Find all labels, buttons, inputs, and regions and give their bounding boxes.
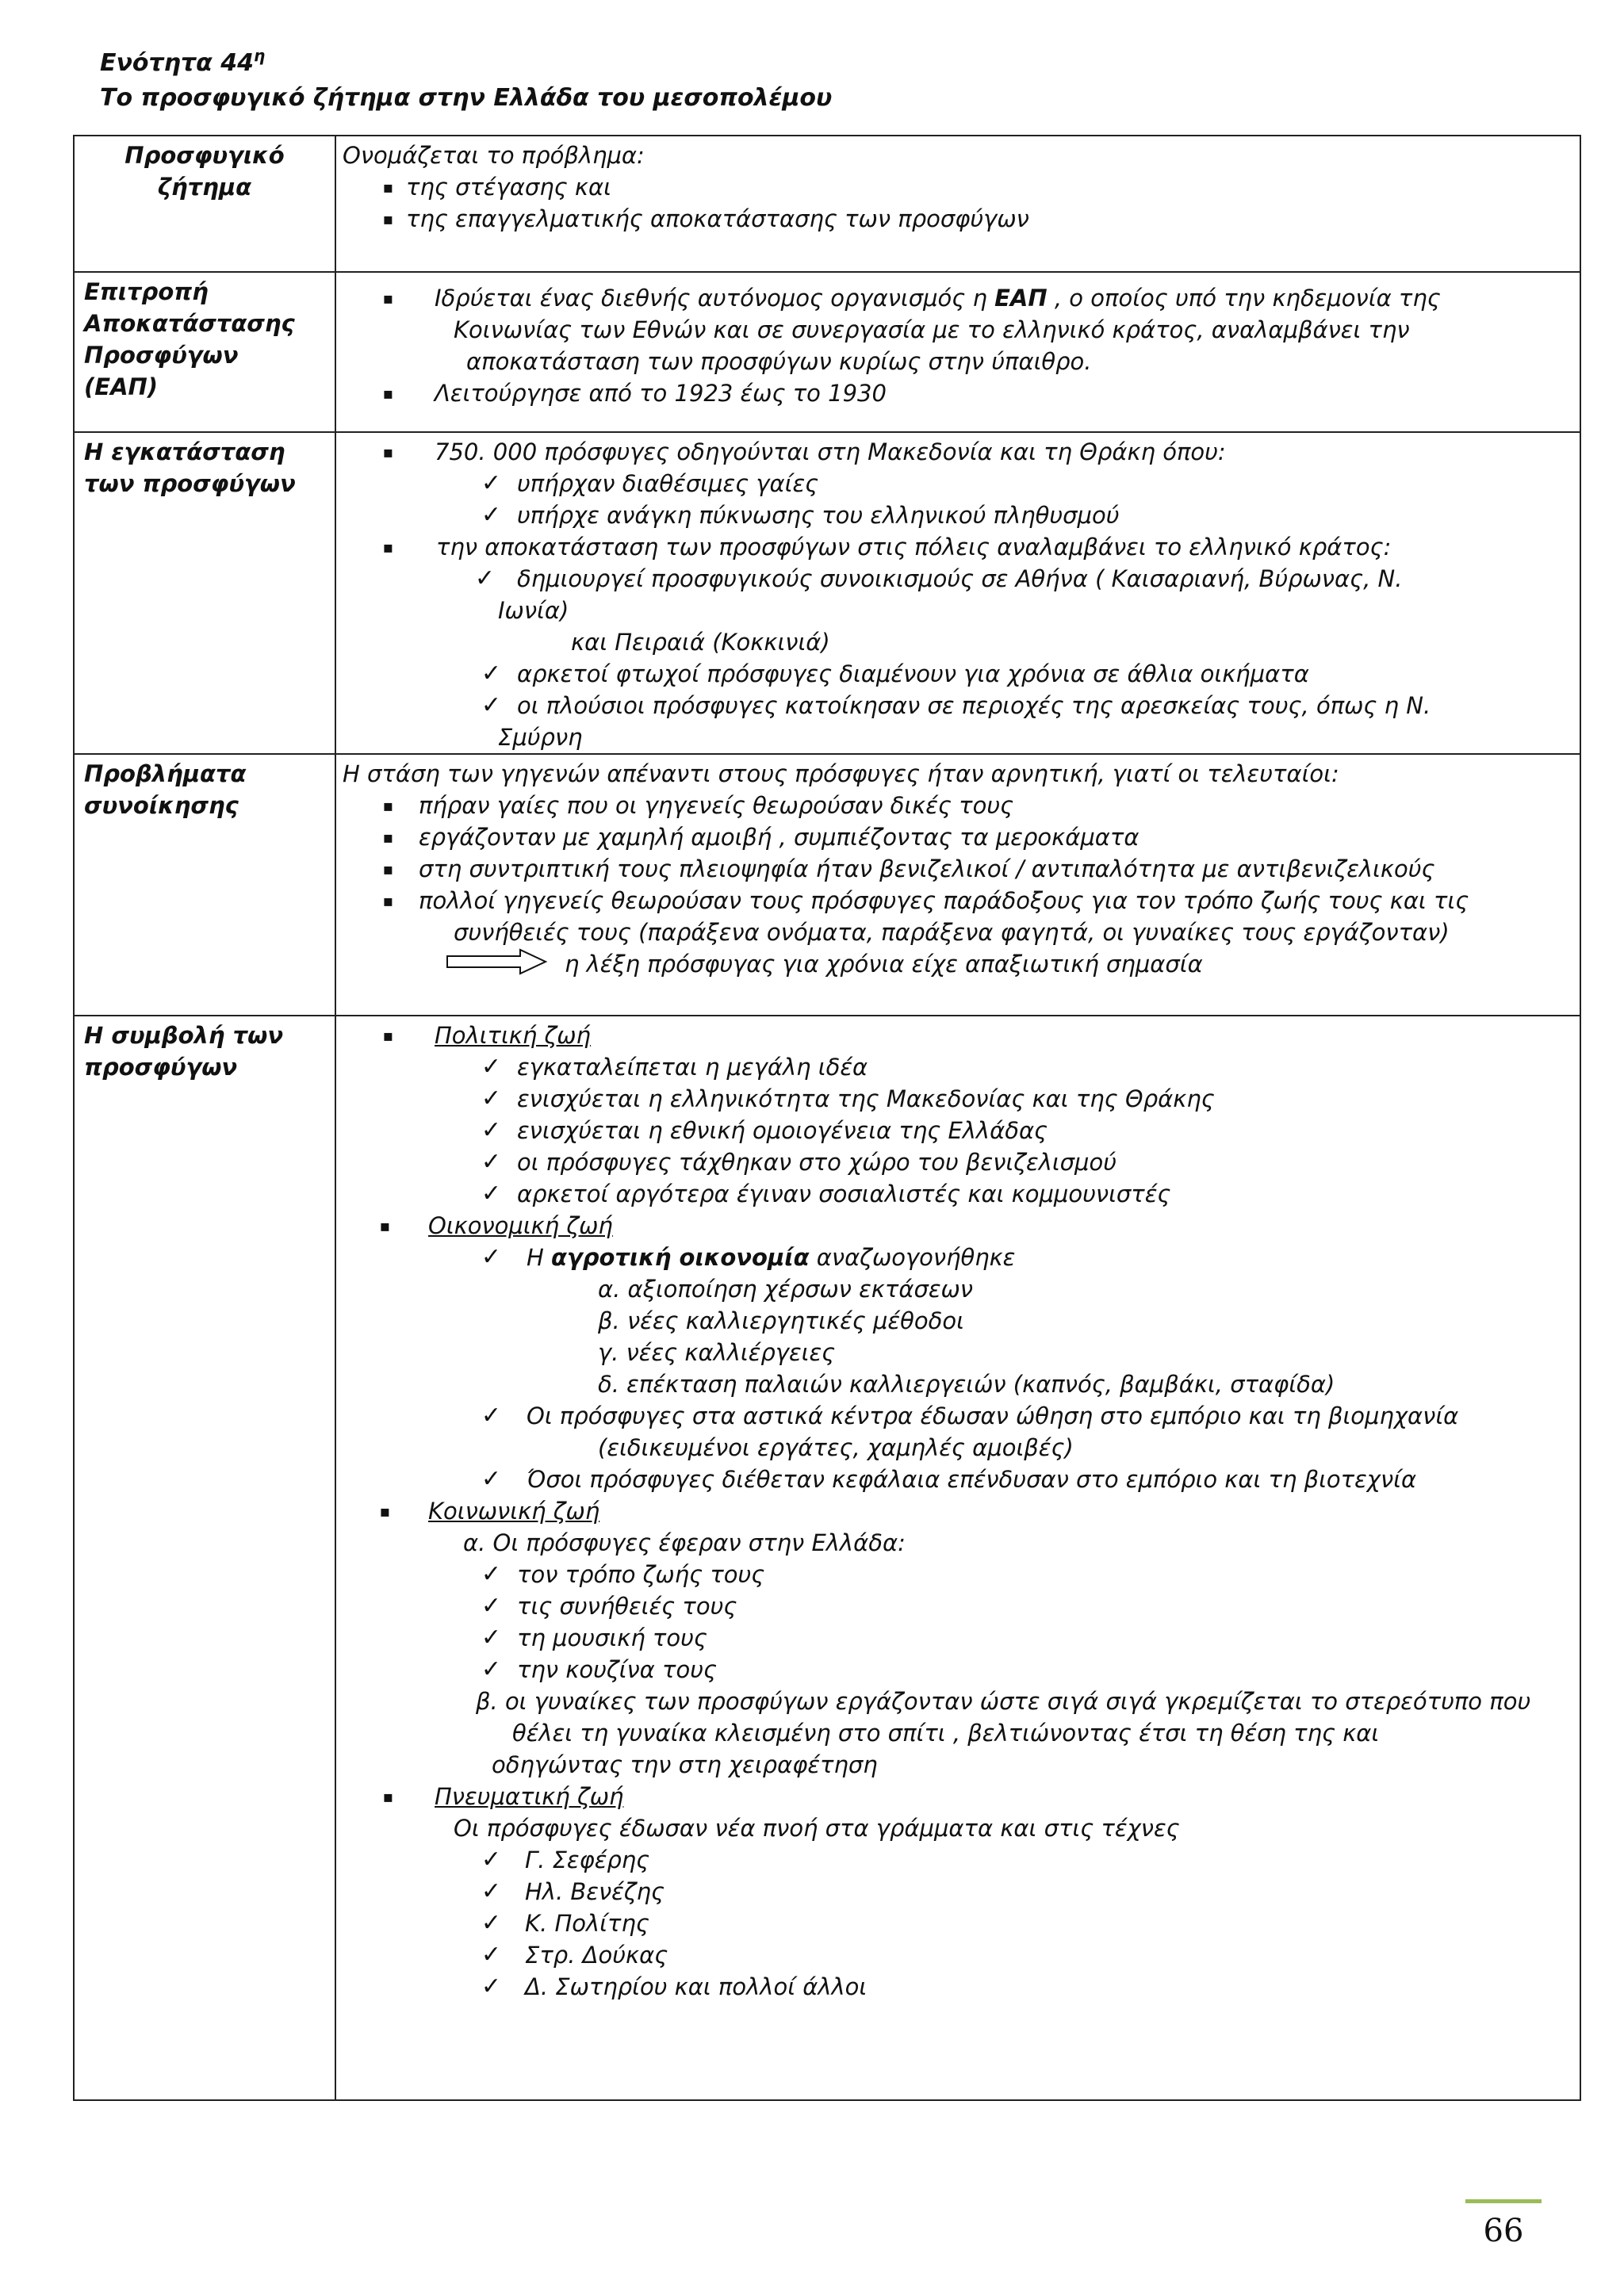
list-item: ▪ Ιδρύεται ένας διεθνής αυτόνομος οργανισμός η ΕΑΠ , ο οποίος υπό την κηδεμονία της — [343, 282, 1573, 314]
square-bullet-icon: ▪ — [382, 828, 393, 847]
check-item: ✓ ενισχύεται η ελληνικότητα της Μακεδονίας και της Θράκης — [343, 1083, 1573, 1115]
check-item: ✓ Όσοι πρόσφυγες διέθεταν κεφάλαια επένδυσαν στο εμπόριο και τη βιοτεχνία — [343, 1464, 1573, 1495]
check-item: ✓ Οι πρόσφυγες στα αστικά κέντρα έδωσαν ώθηση στο εμπόριο και τη βιομηχανία — [343, 1400, 1573, 1432]
check-item: ✓ την κουζίνα τους — [343, 1654, 1573, 1686]
square-bullet-icon: ▪ — [382, 209, 393, 228]
list-item: ▪ της στέγασης και — [343, 171, 1573, 203]
check-item: ✓ εγκαταλείπεται η μεγάλη ιδέα — [343, 1051, 1573, 1083]
check-item-continuation: (ειδικευμένοι εργάτες, χαμηλές αμοιβές) — [598, 1434, 1074, 1461]
square-bullet-icon: ▪ — [382, 891, 393, 910]
table-row — [74, 272, 1580, 432]
check-item: ✓ δημιουργεί προσφυγικούς συνοικισμούς σε Αθήνα ( Καισαριανή, Βύρωνας, Ν. — [343, 563, 1573, 595]
subsection-heading: ▪ Οικονομική ζωή — [343, 1210, 1573, 1242]
table-row — [74, 136, 1580, 272]
list-item: ▪ Λειτούργησε από το 1923 έως το 1930 — [343, 377, 1573, 409]
check-item-continuation: Ιωνία) — [498, 597, 569, 624]
check-icon: ✓ — [481, 660, 501, 687]
list-item: ▪ πολλοί γηγενείς θεωρούσαν τους πρόσφυγες παράδοξους για τον τρόπο ζωής τους και τις — [343, 885, 1573, 916]
check-item: ✓ υπήρχαν διαθέσιμες γαίες — [343, 468, 1573, 499]
check-icon: ✓ — [481, 1909, 501, 1937]
check-icon: ✓ — [481, 1148, 501, 1176]
check-icon: ✓ — [481, 1592, 501, 1620]
row-content — [335, 432, 1580, 754]
check-icon: ✓ — [481, 1560, 501, 1588]
check-icon: ✓ — [481, 1116, 501, 1144]
check-item: ✓ Κ. Πολίτης — [343, 1908, 1573, 1939]
continuation-line: οδηγώντας την στη χειραφέτηση — [492, 1751, 878, 1778]
check-icon: ✓ — [481, 1877, 501, 1905]
sub-item: α. αξιοποίηση χέρσων εκτάσεων — [598, 1276, 973, 1303]
check-item: ✓ ενισχύεται η εθνική ομοιογένεια της Ελλάδας — [343, 1115, 1573, 1146]
check-icon: ✓ — [481, 501, 501, 529]
square-bullet-icon: ▪ — [382, 859, 393, 878]
list-item: ▪ στη συντριπτική τους πλειοψηφία ήταν βενιζελικοί / αντιπαλότητα με αντιβενιζελικούς — [343, 853, 1573, 885]
row-label: Προσφυγικό ζήτημα — [74, 136, 335, 272]
check-item: ✓ Η αγροτική οικονομία αναζωογονήθηκε — [343, 1242, 1573, 1273]
table-row — [74, 432, 1580, 754]
sub-heading-line: α. Οι πρόσφυγες έφεραν στην Ελλάδα: — [463, 1529, 906, 1556]
arrow-line: η λέξη πρόσφυγας για χρόνια είχε απαξιωτική σημασία — [343, 948, 1573, 983]
square-bullet-icon: ▪ — [382, 538, 393, 557]
check-item: ✓ οι πλούσιοι πρόσφυγες κατοίκησαν σε περιοχές της αρεσκείας τους, όπως η Ν. — [343, 690, 1573, 721]
check-icon: ✓ — [481, 1846, 501, 1873]
list-item: ▪ 750. 000 πρόσφυγες οδηγούνται στη Μακεδονία και τη Θράκη όπου: — [343, 436, 1573, 468]
list-item-continuation: Κοινωνίας των Εθνών και σε συνεργασία με το ελληνικό κράτος, αναλαμβάνει την — [454, 316, 1410, 343]
continuation-line: θέλει τη γυναίκα κλεισμένη στο σπίτι , βελτιώνοντας έτσι τη θέση της και — [512, 1720, 1380, 1747]
check-item: ✓ αρκετοί φτωχοί πρόσφυγες διαμένουν για χρόνια σε άθλια οικήματα — [343, 658, 1573, 690]
list-item-continuation: αποκατάσταση των προσφύγων κυρίως στην ύπαιθρο. — [466, 348, 1092, 375]
subsection-heading: ▪ Κοινωνική ζωή — [343, 1495, 1573, 1527]
check-icon: ✓ — [481, 1402, 501, 1429]
check-item: ✓ Στρ. Δούκας — [343, 1939, 1573, 1971]
list-item: ▪ εργάζονταν με χαμηλή αμοιβή , συμπιέζοντας τα μεροκάματα — [343, 821, 1573, 853]
square-bullet-icon: ▪ — [379, 1502, 390, 1521]
sub-heading-line: β. οι γυναίκες των προσφύγων εργάζονταν ώστε σιγά σιγά γκρεμίζεται το στερεότυπο που — [476, 1688, 1531, 1715]
right-arrow-icon — [446, 948, 549, 983]
intro-text: Ονομάζεται το πρόβλημα: — [343, 142, 645, 169]
table-row — [74, 754, 1580, 1016]
square-bullet-icon: ▪ — [382, 289, 393, 308]
row-label: Η εγκατάσταση των προσφύγων — [74, 432, 335, 754]
row-content — [335, 272, 1580, 432]
list-item: ▪ πήραν γαίες που οι γηγενείς θεωρούσαν δικές τους — [343, 790, 1573, 821]
check-icon: ✓ — [481, 1624, 501, 1651]
row-label: Η συμβολή των προσφύγων — [74, 1016, 335, 2100]
check-icon: ✓ — [481, 1655, 501, 1683]
page-number: 66 — [1465, 2199, 1542, 2249]
row-label: Επιτροπή Αποκατάστασης Προσφύγων (ΕΑΠ) — [74, 272, 335, 432]
square-bullet-icon: ▪ — [382, 442, 393, 461]
list-item-continuation: συνήθειές τους (παράξενα ονόματα, παράξενα φαγητά, οι γυναίκες τους εργάζονταν) — [454, 919, 1450, 946]
sub-item: β. νέες καλλιεργητικές μέθοδοι — [598, 1307, 964, 1334]
row-content — [335, 136, 1580, 272]
check-item-continuation: Σμύρνη — [498, 724, 583, 751]
sub-item: γ. νέες καλλιέργειες — [598, 1339, 836, 1366]
check-item-continuation: και Πειραιά (Κοκκινιά) — [571, 629, 830, 656]
check-item: ✓ αρκετοί αργότερα έγιναν σοσιαλιστές και κομμουνιστές — [343, 1178, 1573, 1210]
check-icon: ✓ — [481, 691, 501, 719]
page-heading — [100, 38, 832, 116]
check-item: ✓ Δ. Σωτηρίου και πολλοί άλλοι — [343, 1971, 1573, 2003]
check-item: ✓ τη μουσική τους — [343, 1622, 1573, 1654]
check-icon: ✓ — [481, 1085, 501, 1112]
check-icon: ✓ — [481, 1053, 501, 1081]
list-item: ▪ την αποκατάσταση των προσφύγων στις πόλεις αναλαμβάνει το ελληνικό κράτος: — [343, 531, 1573, 563]
check-item: ✓ υπήρχε ανάγκη πύκνωσης του ελληνικού πληθυσμού — [343, 499, 1573, 531]
check-icon: ✓ — [481, 469, 501, 497]
square-bullet-icon: ▪ — [382, 1026, 393, 1045]
intro-text: Η στάση των γηγενών απέναντι στους πρόσφυγες ήταν αρνητική, γιατί οι τελευταίοι: — [343, 760, 1339, 787]
square-bullet-icon: ▪ — [382, 1787, 393, 1806]
section-title: Το προσφυγικό ζήτημα στην Ελλάδα του μεσοπολέμου — [100, 84, 833, 112]
subsection-heading: ▪ Πνευματική ζωή — [343, 1781, 1573, 1812]
intro-text: Οι πρόσφυγες έδωσαν νέα πνοή στα γράμματα και στις τέχνες — [454, 1815, 1180, 1842]
subsection-heading: ▪ Πολιτική ζωή — [343, 1020, 1573, 1051]
check-icon: ✓ — [474, 564, 495, 592]
table-row — [74, 1016, 1580, 2100]
check-item: ✓ Γ. Σεφέρης — [343, 1844, 1573, 1876]
list-item: ▪ της επαγγελματικής αποκατάστασης των προσφύγων — [343, 203, 1573, 235]
check-icon: ✓ — [481, 1243, 501, 1271]
square-bullet-icon: ▪ — [382, 178, 393, 197]
check-icon: ✓ — [481, 1941, 501, 1969]
check-item: ✓ Ηλ. Βενέζης — [343, 1876, 1573, 1908]
check-icon: ✓ — [481, 1180, 501, 1207]
sub-item: δ. επέκταση παλαιών καλλιεργειών (καπνός, βαμβάκι, σταφίδα) — [598, 1371, 1335, 1398]
square-bullet-icon: ▪ — [382, 796, 393, 815]
square-bullet-icon: ▪ — [379, 1216, 390, 1235]
check-item: ✓ τις συνήθειές τους — [343, 1590, 1573, 1622]
check-item: ✓ τον τρόπο ζωής τους — [343, 1559, 1573, 1590]
row-label: Προβλήματα συνοίκησης — [74, 754, 335, 1016]
check-item: ✓ οι πρόσφυγες τάχθηκαν στο χώρο του βενιζελισμού — [343, 1146, 1573, 1178]
content-table — [73, 135, 1581, 2101]
square-bullet-icon: ▪ — [382, 384, 393, 403]
check-icon: ✓ — [481, 1465, 501, 1493]
row-content — [335, 754, 1580, 1016]
section-label: Ενότητα $44^\eta$ — [100, 46, 266, 77]
check-icon: ✓ — [481, 1973, 501, 2000]
row-content — [335, 1016, 1580, 2100]
